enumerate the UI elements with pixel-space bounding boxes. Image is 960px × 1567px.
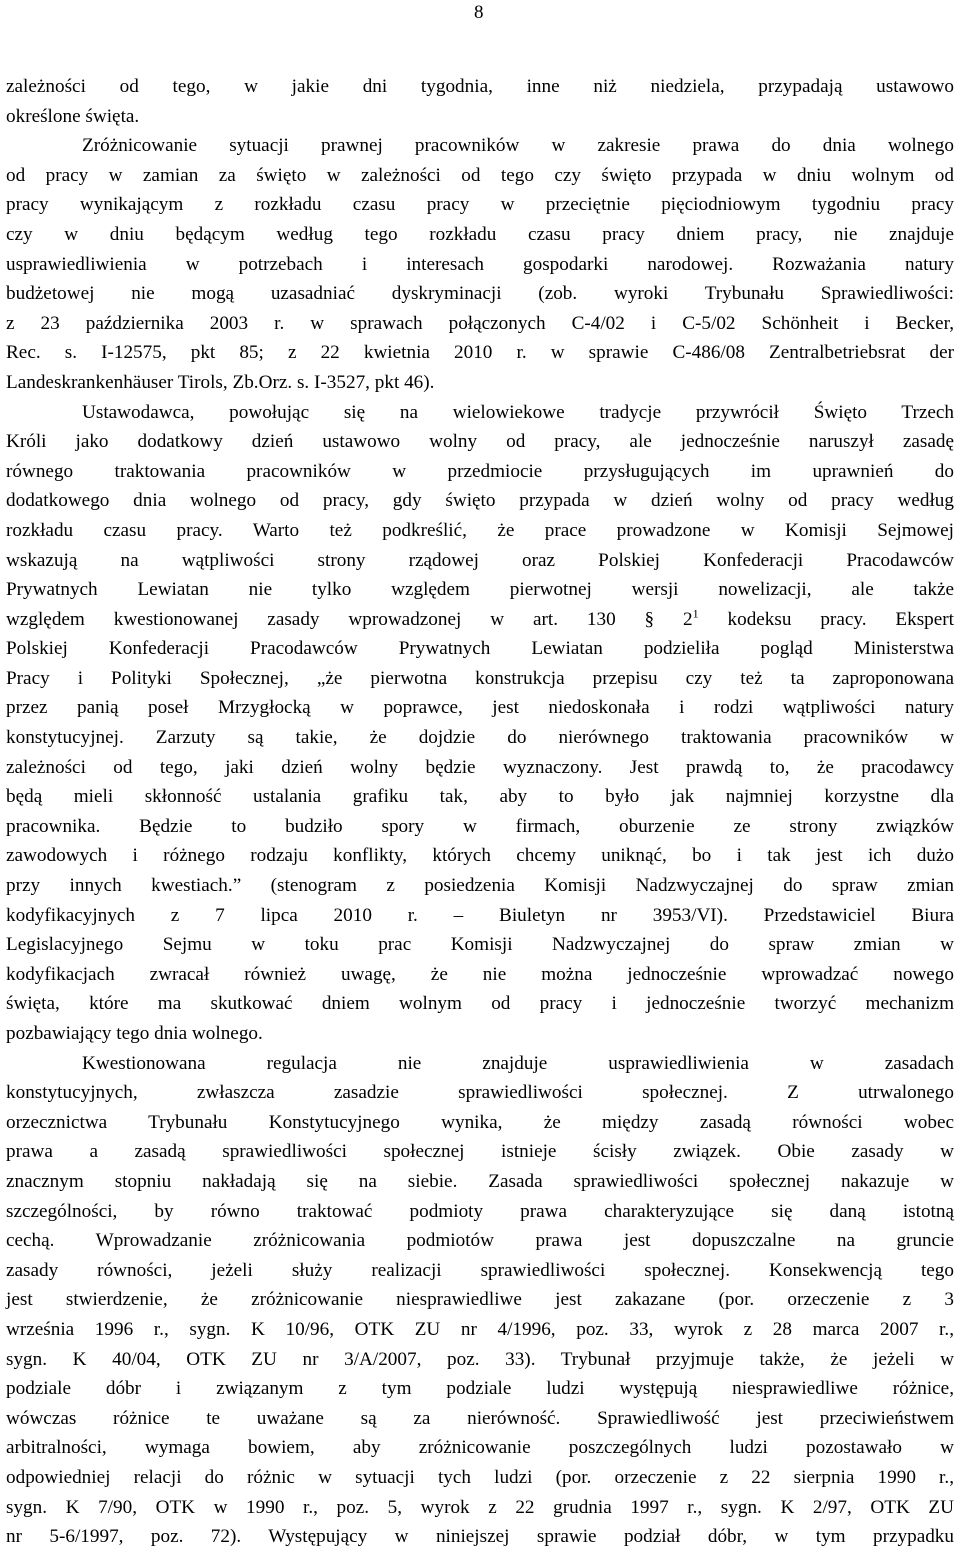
text-line: sygn. K 40/04, OTK ZU nr 3/A/2007, poz. 33). Trybunał przyjmuje także, że jeżeli w [6, 1348, 954, 1370]
text-line: rozkładu czasu pracy. Warto też podkreślić, że prace prowadzone w Komisji Sejmowej [6, 519, 954, 541]
text-line: Legislacyjnego Sejmu w toku prac Komisji Nadzwyczajnej do spraw zmian w [6, 934, 954, 956]
text-line: arbitralności, wymaga bowiem, aby zróżnicowanie poszczególnych ludzi pozostawało w [6, 1437, 954, 1459]
text-line: sygn. K 7/90, OTK w 1990 r., poz. 5, wyrok z 22 grudnia 1997 r., sygn. K 2/97, OTK ZU [6, 1496, 954, 1518]
text-line: określone święta. [6, 105, 140, 127]
text-line: nr 5-6/1997, poz. 72). Występujący w niniejszej sprawie podział dóbr, w tym przypadku [6, 1526, 954, 1548]
text-line: Rec. s. I-12575, pkt 85; z 22 kwietnia 2010 r. w sprawie C-486/08 Zentralbetriebsrat der [6, 342, 954, 364]
text-line-with-superscript [6, 605, 954, 635]
text-line: cechą. Wprowadzanie zróżnicowania podmiotów prawa jest dopuszczalne na gruncie [6, 1230, 954, 1252]
text-line: równego traktowania pracowników w przedmiocie przysługujących im uprawnień do [6, 460, 954, 482]
text-line: konstytucyjnych, zwłaszcza zasadzie sprawiedliwości społecznej. Z utrwalonego [6, 1082, 954, 1104]
text-line: przy innych kwestiach.” (stenogram z posiedzenia Komisji Nadzwyczajnej do spraw zmian [6, 875, 954, 897]
text-line: prawa a zasadą sprawiedliwości społecznej istnieje ścisły związek. Obie zasady w [6, 1141, 954, 1163]
paragraph-3 [6, 398, 954, 1049]
text-line: kodyfikacyjnych z 7 lipca 2010 r. – Biuletyn nr 3953/VI). Przedstawiciel Biura [6, 904, 954, 926]
text-line: święta, które ma skutkować dniem wolnym od pracy i jednocześnie tworzyć mechanizm [6, 993, 954, 1015]
document-body [6, 72, 954, 1552]
text-line: dodatkowego dnia wolnego od pracy, gdy święto przypada w dzień wolny od pracy według [6, 490, 954, 512]
text-line: Prywatnych Lewiatan nie tylko względem pierwotnej wersji nowelizacji, ale także [6, 579, 954, 601]
text-line: pracownika. Będzie to budziło spory w firmach, oburzenie ze strony związków [6, 815, 954, 837]
page-number: 8 [474, 2, 484, 23]
text-line: pracy wynikającym z rozkładu czasu pracy w przeciętnie pięciodniowym tygodniu pracy [6, 194, 954, 216]
text-line: kodyfikacjach zwracał również uwagę, że nie można jednocześnie wprowadzać nowego [6, 963, 954, 985]
text-line: czy w dniu będącym według tego rozkładu czasu pracy dniem pracy, nie znajduje [6, 223, 954, 245]
text-line: konstytucyjnej. Zarzuty są takie, że dojdzie do nierównego traktowania pracowników w [6, 727, 954, 749]
text-line: września 1996 r., sygn. K 10/96, OTK ZU nr 4/1996, poz. 33, wyrok z 28 marca 2007 r., [6, 1318, 954, 1340]
paragraph-1 [6, 72, 954, 131]
text-line: Pracy i Polityki Społecznej, „że pierwotna konstrukcja przepisu czy też ta zaproponowana [6, 667, 954, 689]
text-line: z 23 października 2003 r. w sprawach połączonych C-4/02 i C-5/02 Schönheit i Becker, [6, 312, 954, 334]
text-line: usprawiedliwienia w potrzebach i interesach gospodarki narodowej. Rozważania natury [6, 253, 954, 275]
text-line: orzecznictwa Trybunału Konstytucyjnego wynika, że między zasadą równości wobec [6, 1111, 954, 1133]
text-fragment: kodeksu pracy. Ekspert [698, 608, 954, 630]
text-line: zależności od tego, w jakie dni tygodnia, inne niż niedziela, przypadają ustawowo [6, 76, 954, 97]
text-line: zawodowych i różnego rodzaju konflikty, których chcemy uniknąć, bo i tak jest ich dużo [6, 845, 954, 867]
text-line: znacznym stopniu nakładają się na siebie. Zasada sprawiedliwości społecznej nakazuje w [6, 1170, 954, 1192]
text-line: Landeskrankenhäuser Tirols, Zb.Orz. s. I-3527, pkt 46). [6, 371, 435, 393]
text-fragment: względem kwestionowanej zasady wprowadzonej w art. 130 § 2 [6, 608, 693, 630]
text-line: przez panią poseł Mrzygłocką w poprawce, jest niedoskonała i rodzi wątpliwości natury [6, 697, 954, 719]
text-line: pozbawiający tego dnia wolnego. [6, 1023, 263, 1044]
text-line: szczególności, by równo traktować podmioty prawa charakteryzujące się daną istotną [6, 1200, 954, 1222]
text-line: zależności od tego, jaki dzień wolny będzie wyznaczony. Jest prawdą to, że pracodawcy [6, 756, 954, 778]
paragraph-2 [6, 131, 954, 397]
text-line: będą mieli skłonność ustalania grafiku tak, aby to było jak najmniej korzystne dla [6, 786, 954, 808]
text-line: zasady równości, jeżeli służy realizacji sprawiedliwości społecznej. Konsekwencją tego [6, 1259, 954, 1281]
text-line: od pracy w zamian za święto w zależności od tego czy święto przypada w dniu wolnym od [6, 164, 954, 186]
text-line: wówczas różnice te uważane są za nierówność. Sprawiedliwość jest przeciwieństwem [6, 1407, 954, 1429]
text-line: budżetowej nie mogą uzasadniać dyskryminacji (zob. wyroki Trybunału Sprawiedliwości: [6, 283, 954, 305]
text-line: Polskiej Konfederacji Pracodawców Prywatnych Lewiatan podzieliła pogląd Ministerstwa [6, 638, 954, 660]
text-line: Ustawodawca, powołując się na wielowiekowe tradycje przywrócił Święto Trzech [82, 401, 954, 423]
text-line: jest stwierdzenie, że zróżnicowanie niesprawiedliwe jest zakazane (por. orzeczenie z 3 [6, 1289, 954, 1311]
text-line: Zróżnicowanie sytuacji prawnej pracowników w zakresie prawa do dnia wolnego [82, 135, 954, 157]
text-line: Króli jako dodatkowy dzień ustawowo wolny od pracy, ale jednocześnie naruszył zasadę [6, 431, 954, 453]
paragraph-4 [6, 1049, 954, 1552]
superscript: 1 [692, 606, 699, 621]
text-line: wskazują na wątpliwości strony rządowej oraz Polskiej Konfederacji Pracodawców [6, 549, 954, 571]
text-line: Kwestionowana regulacja nie znajduje usprawiedliwienia w zasadach [82, 1052, 954, 1074]
text-line: podziale dóbr i związanym z tym podziale ludzi występują niesprawiedliwe różnice, [6, 1378, 954, 1400]
text-line: odpowiedniej relacji do różnic w sytuacji tych ludzi (por. orzeczenie z 22 sierpnia 1990 r., [6, 1466, 954, 1488]
